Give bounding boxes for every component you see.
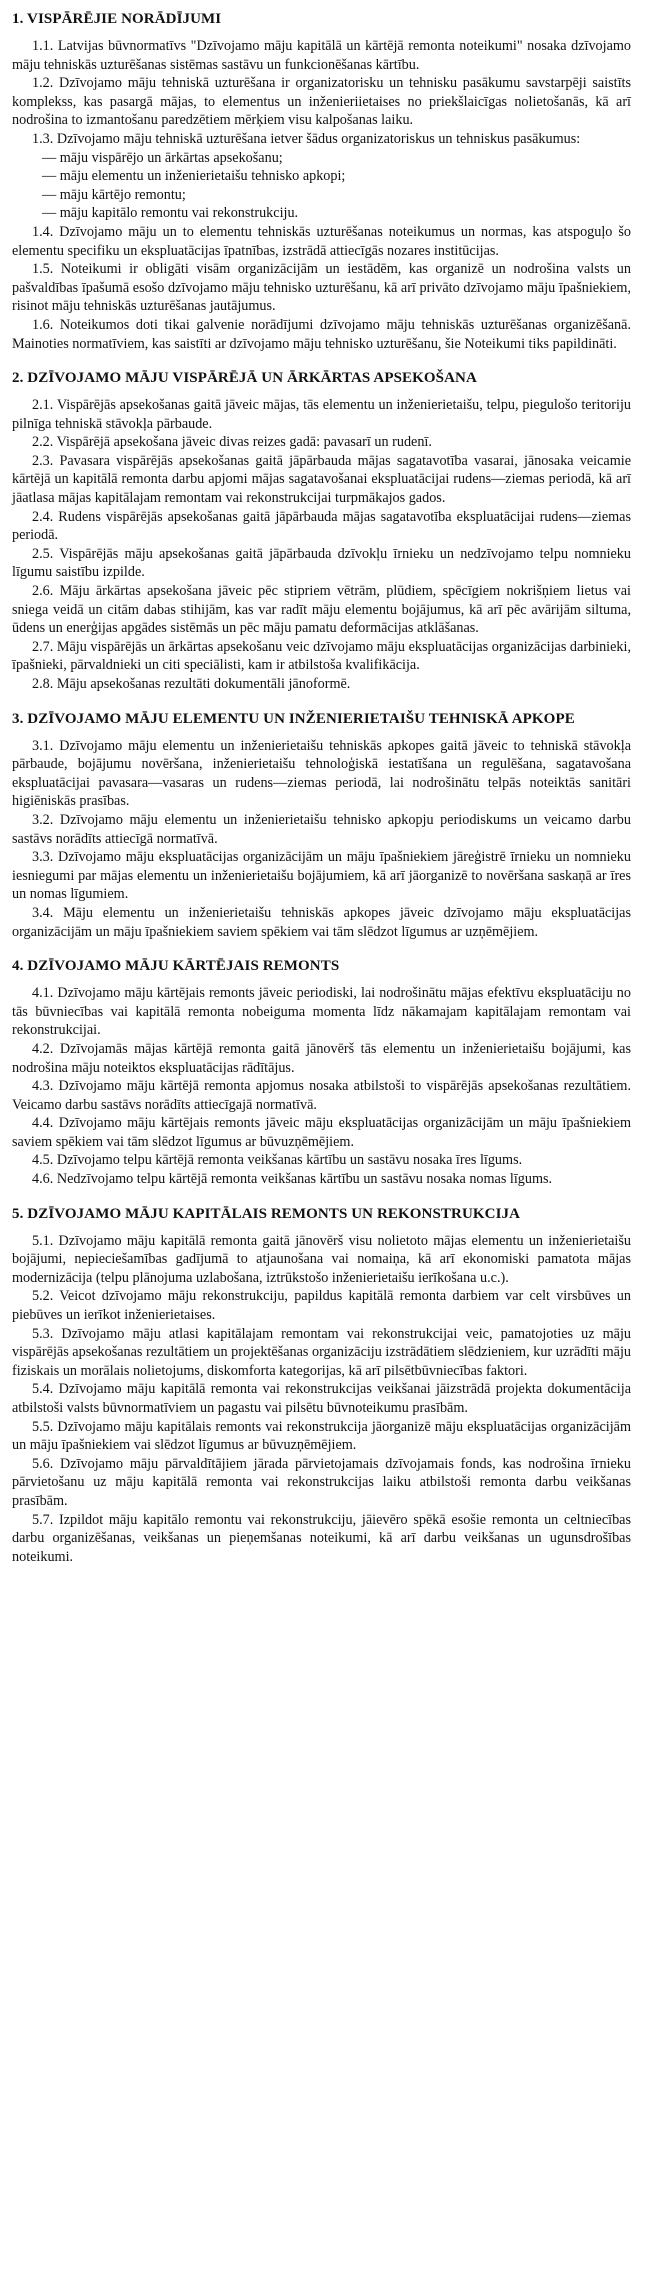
paragraph: 4.3. Dzīvojamo māju kārtējā remonta apjomus nosaka atbilstoši to vispārējās apsekošanas rezultātiem. Veicamo darbu sastāvs norādīts attiecīgajā normatīvā. (12, 1078, 631, 1113)
section-heading: 2. DZĪVOJAMO MĀJU VISPĀRĒJĀ UN ĀRKĀRTAS APSEKOŠANA (12, 370, 477, 387)
section-4 (12, 957, 631, 1189)
paragraph: 5.4. Dzīvojamo māju kapitālā remonta vai rekonstrukcijas veikšanai jāizstrādā projekta dokumentācija atbilstoši valsts būvnormatīviem un pagastu vai pilsētu būvnoteikumu prasībām. (12, 1381, 631, 1416)
paragraph: 2.8. Māju apsekošanas rezultāti dokumentāli jānoformē. (32, 676, 351, 692)
paragraph: 3.3. Dzīvojamo māju ekspluatācijas organizācijām un māju īpašniekiem jāreģistrē īrnieku un nomnieku iesniegumi par mājas elementu un inženierietaišu bojājumiem, kā arī jāorganizē to novēršana saskaņā ar īres un nomas līgumiem. (12, 849, 631, 903)
section-2 (12, 369, 631, 694)
paragraph: 5.6. Dzīvojamo māju pārvaldītājiem jārada pārvietojamais dzīvojamais fonds, kas nodrošina īrnieku pārvietošanu uz māju kapitālā remonta vai rekonstrukcijas laiku atbilstoši remonta darbu veikšanas prasībām. (12, 1455, 631, 1509)
list-item: — māju kārtējo remontu; (42, 186, 186, 203)
paragraph: 4.2. Dzīvojamās mājas kārtējā remonta gaitā jānovērš tās elementu un inženierietaišu bojājumi, kas nodrošina māju noteiktos ekspluatācijas rādītājus. (12, 1040, 631, 1076)
paragraph: 2.7. Māju vispārējās un ārkārtas apsekošanu veic dzīvojamo māju ekspluatācijas organizācijas darbinieki, īpašnieki, pārvaldnieki un citi speciālisti, kam ir atbilstoša kvalifikācija. (12, 638, 631, 674)
paragraph: 5.1. Dzīvojamo māju kapitālā remonta gaitā jānovērš visu nolietoto mājas elementu un inženierietaišu bojājumi, nepieciešamības gadījumā to atjaunošana vai nomaiņa, kā arī ekonomiski pamatota mājas modernizācija (telpu plānojuma uzlabošana, iztrūkstošo inženierietaišu ierīkošana u.c.). (12, 1232, 631, 1286)
paragraph: 2.2. Vispārējā apsekošana jāveic divas reizes gadā: pavasarī un rudenī. (32, 434, 432, 451)
paragraph: 4.1. Dzīvojamo māju kārtējais remonts jāveic periodiski, lai nodrošinātu mājas efektīvu ekspluatāciju no tās būvniecības vai kapitālā remonta nobeiguma momenta līdz nākamajam kapitālajam remontam vai rekonstrukcijai. (12, 985, 631, 1039)
paragraph: 5.5. Dzīvojamo māju kapitālais remonts vai rekonstrukcija jāorganizē māju ekspluatācijas organizācijām un māju īpašniekiem vai slēdzot līgumus ar būvuzņēmējiem. (12, 1418, 631, 1454)
section-1 (12, 10, 631, 353)
section-3 (12, 710, 631, 942)
list-item: — māju vispārējo un ārkārtas apsekošanu; (42, 149, 283, 166)
paragraph: 1.1. Latvijas būvnormatīvs "Dzīvojamo māju kapitālā un kārtējā remonta noteikumi" nosaka dzīvojamo māju tehniskās uzturēšanas sistēmas sastāvu un funkcionēšanas kārtību. (12, 38, 631, 73)
paragraph: 5.7. Izpildot māju kapitālo remontu vai rekonstrukciju, jāievēro spēkā esošie remonta un celtniecības darbu organizēšanas, veikšanas un pieņemšanas noteikumi, kā arī darbu veikšanas un ugunsdrošības noteikumi. (12, 1511, 631, 1565)
paragraph: 5.2. Veicot dzīvojamo māju rekonstrukciju, papildus kapitālā remonta darbiem var celt virsbūves un piebūves un ierīkot inženierietaises. (12, 1288, 631, 1324)
paragraph: 2.3. Pavasara vispārējās apsekošanas gaitā jāpārbauda mājas sagatavotība vasarai, jānosaka veicamie kārtējā un kapitālā remonta darbu apjomi mājas sagatavošanai ekspluatācijai rudens—ziemas periodā, kā arī jāatlasa mājas kapitālajam remontam vai rekonstrukcijai turpmākajos gados. (12, 452, 631, 507)
list-item: — māju kapitālo remontu vai rekonstrukciju. (42, 205, 299, 222)
list-item: — māju elementu un inženierietaišu tehnisko apkopi; (42, 168, 346, 185)
paragraph: 2.5. Vispārējās māju apsekošanas gaitā jāpārbauda dzīvokļu īrnieku un nedzīvojamo telpu nomnieku līgumu saistību izpilde. (12, 545, 631, 581)
paragraph: 2.1. Vispārējās apsekošanas gaitā jāveic mājas, tās elementu un inženierietaišu, telpu, piegulošo teritoriju pilnīga tehniskā stāvokļa pārbaude. (12, 397, 631, 432)
paragraph: 2.4. Rudens vispārējās apsekošanas gaitā jāpārbauda mājas sagatavotība ekspluatācijai rudens—ziemas periodā. (12, 508, 631, 544)
section-heading: 3. DZĪVOJAMO MĀJU ELEMENTU UN INŽENIERIETAIŠU TEHNISKĀ APKOPE (12, 710, 575, 727)
section-heading: 4. DZĪVOJAMO MĀJU KĀRTĒJAIS REMONTS (12, 958, 340, 975)
paragraph: 4.5. Dzīvojamo telpu kārtējā remonta veikšanas kārtību un sastāvu nosaka īres līgums. (32, 1152, 523, 1169)
paragraph: 5.3. Dzīvojamo māju atlasi kapitālajam remontam vai rekonstrukcijai veic, pamatojoties uz māju vispārējās apsekošanas rezultātiem un projektēšanas organizāciju izstrādātiem slēdzieniem, kur uzrādīti māju fiziskais un morālais nolietojums, diskomforta kategorijas, kā arī pilsētbūvniecības faktori. (12, 1325, 631, 1379)
paragraph: 2.6. Māju ārkārtas apsekošana jāveic pēc stipriem vētrām, plūdiem, spēcīgiem nokrišņiem lietus vai sniega veidā un citām dabas stihijām, kas var radīt māju elementu bojājumus, kā arī pēc avārijām siltuma, ūdens un enerģijas apgādes sistēmās un pēc māju pamatu deformācijas atklāšanas. (12, 583, 631, 637)
paragraph: 1.6. Noteikumos doti tikai galvenie norādījumi dzīvojamo māju tehniskās uzturēšanas organizēšanā. Mainoties normatīviem, kas saistīti ar dzīvojamo māju tehnisko uzturēšanu, šie Noteikumi tiks papildināti. (12, 316, 631, 352)
paragraph: 1.3. Dzīvojamo māju tehniskā uzturēšana ietver šādus organizatoriskus un tehniskus pasākumus: (32, 130, 581, 147)
paragraph: 1.2. Dzīvojamo māju tehniskā uzturēšana ir organizatorisku un tehnisku pasākumu savstarpēji saistīts komplekss, kas pasargā mājas, to elementus un inženieriietaises no priekšlaicīgas nolietošanās, kā arī nodrošina to izmantošanu paredzētiem mērķiem visu kalpošanas laiku. (12, 75, 631, 129)
paragraph: 3.4. Māju elementu un inženierietaišu tehniskās apkopes jāveic dzīvojamo māju ekspluatācijas organizācijām un māju īpašniekiem saviem spēkiem vai tām slēdzot līgumus ar uzņēmējiem. (12, 904, 631, 940)
section-heading: 5. DZĪVOJAMO MĀJU KAPITĀLAIS REMONTS UN REKONSTRUKCIJA (12, 1205, 521, 1222)
paragraph: 3.1. Dzīvojamo māju elementu un inženierietaišu tehniskās apkopes gaitā jāveic to tehniskā stāvokļa pārbaude, bojājumu novēršana, inženierietaišu tehnoloģiskā iestatīšana un regulēšana, sagatavošana ekspluatācijai pavasara—vasaras un rudens—ziemas periodā, lai nodrošinātu telpās noteiktās sanitāri higiēniskās prasības. (12, 737, 631, 810)
paragraph: 1.4. Dzīvojamo māju un to elementu tehniskās uzturēšanas noteikumus un normas, kas atspoguļo šo elementu specifiku un ekspluatācijas īpatnības, izstrādā attiecīgās nozares institūcijas. (12, 223, 631, 259)
paragraph: 3.2. Dzīvojamo māju elementu un inženierietaišu tehnisko apkopju periodiskums un veicamo darbu sastāvs norādīts attiecīgā normatīvā. (12, 811, 631, 847)
section-heading: 1. VISPĀRĒJIE NORĀDĪJUMI (12, 11, 222, 27)
section-5 (12, 1205, 631, 1567)
paragraph: 1.5. Noteikumi ir obligāti visām organizācijām un iestādēm, kas organizē un nodrošina valsts un pašvaldības īpašumā esošo dzīvojamo māju tehnisko uzturēšanu, kā arī privāto dzīvojamo māju īpašniekiem, risinot māju tehniskās uzturēšanas jautājumus. (12, 261, 631, 315)
paragraph: 4.4. Dzīvojamo māju kārtējais remonts jāveic māju ekspluatācijas organizācijām un māju īpašniekiem saviem spēkiem vai tām slēdzot līgumus ar būvuzņēmējiem. (12, 1115, 631, 1150)
paragraph: 4.6. Nedzīvojamo telpu kārtējā remonta veikšanas kārtību un sastāvu nosaka nomas līgums. (32, 1171, 553, 1188)
